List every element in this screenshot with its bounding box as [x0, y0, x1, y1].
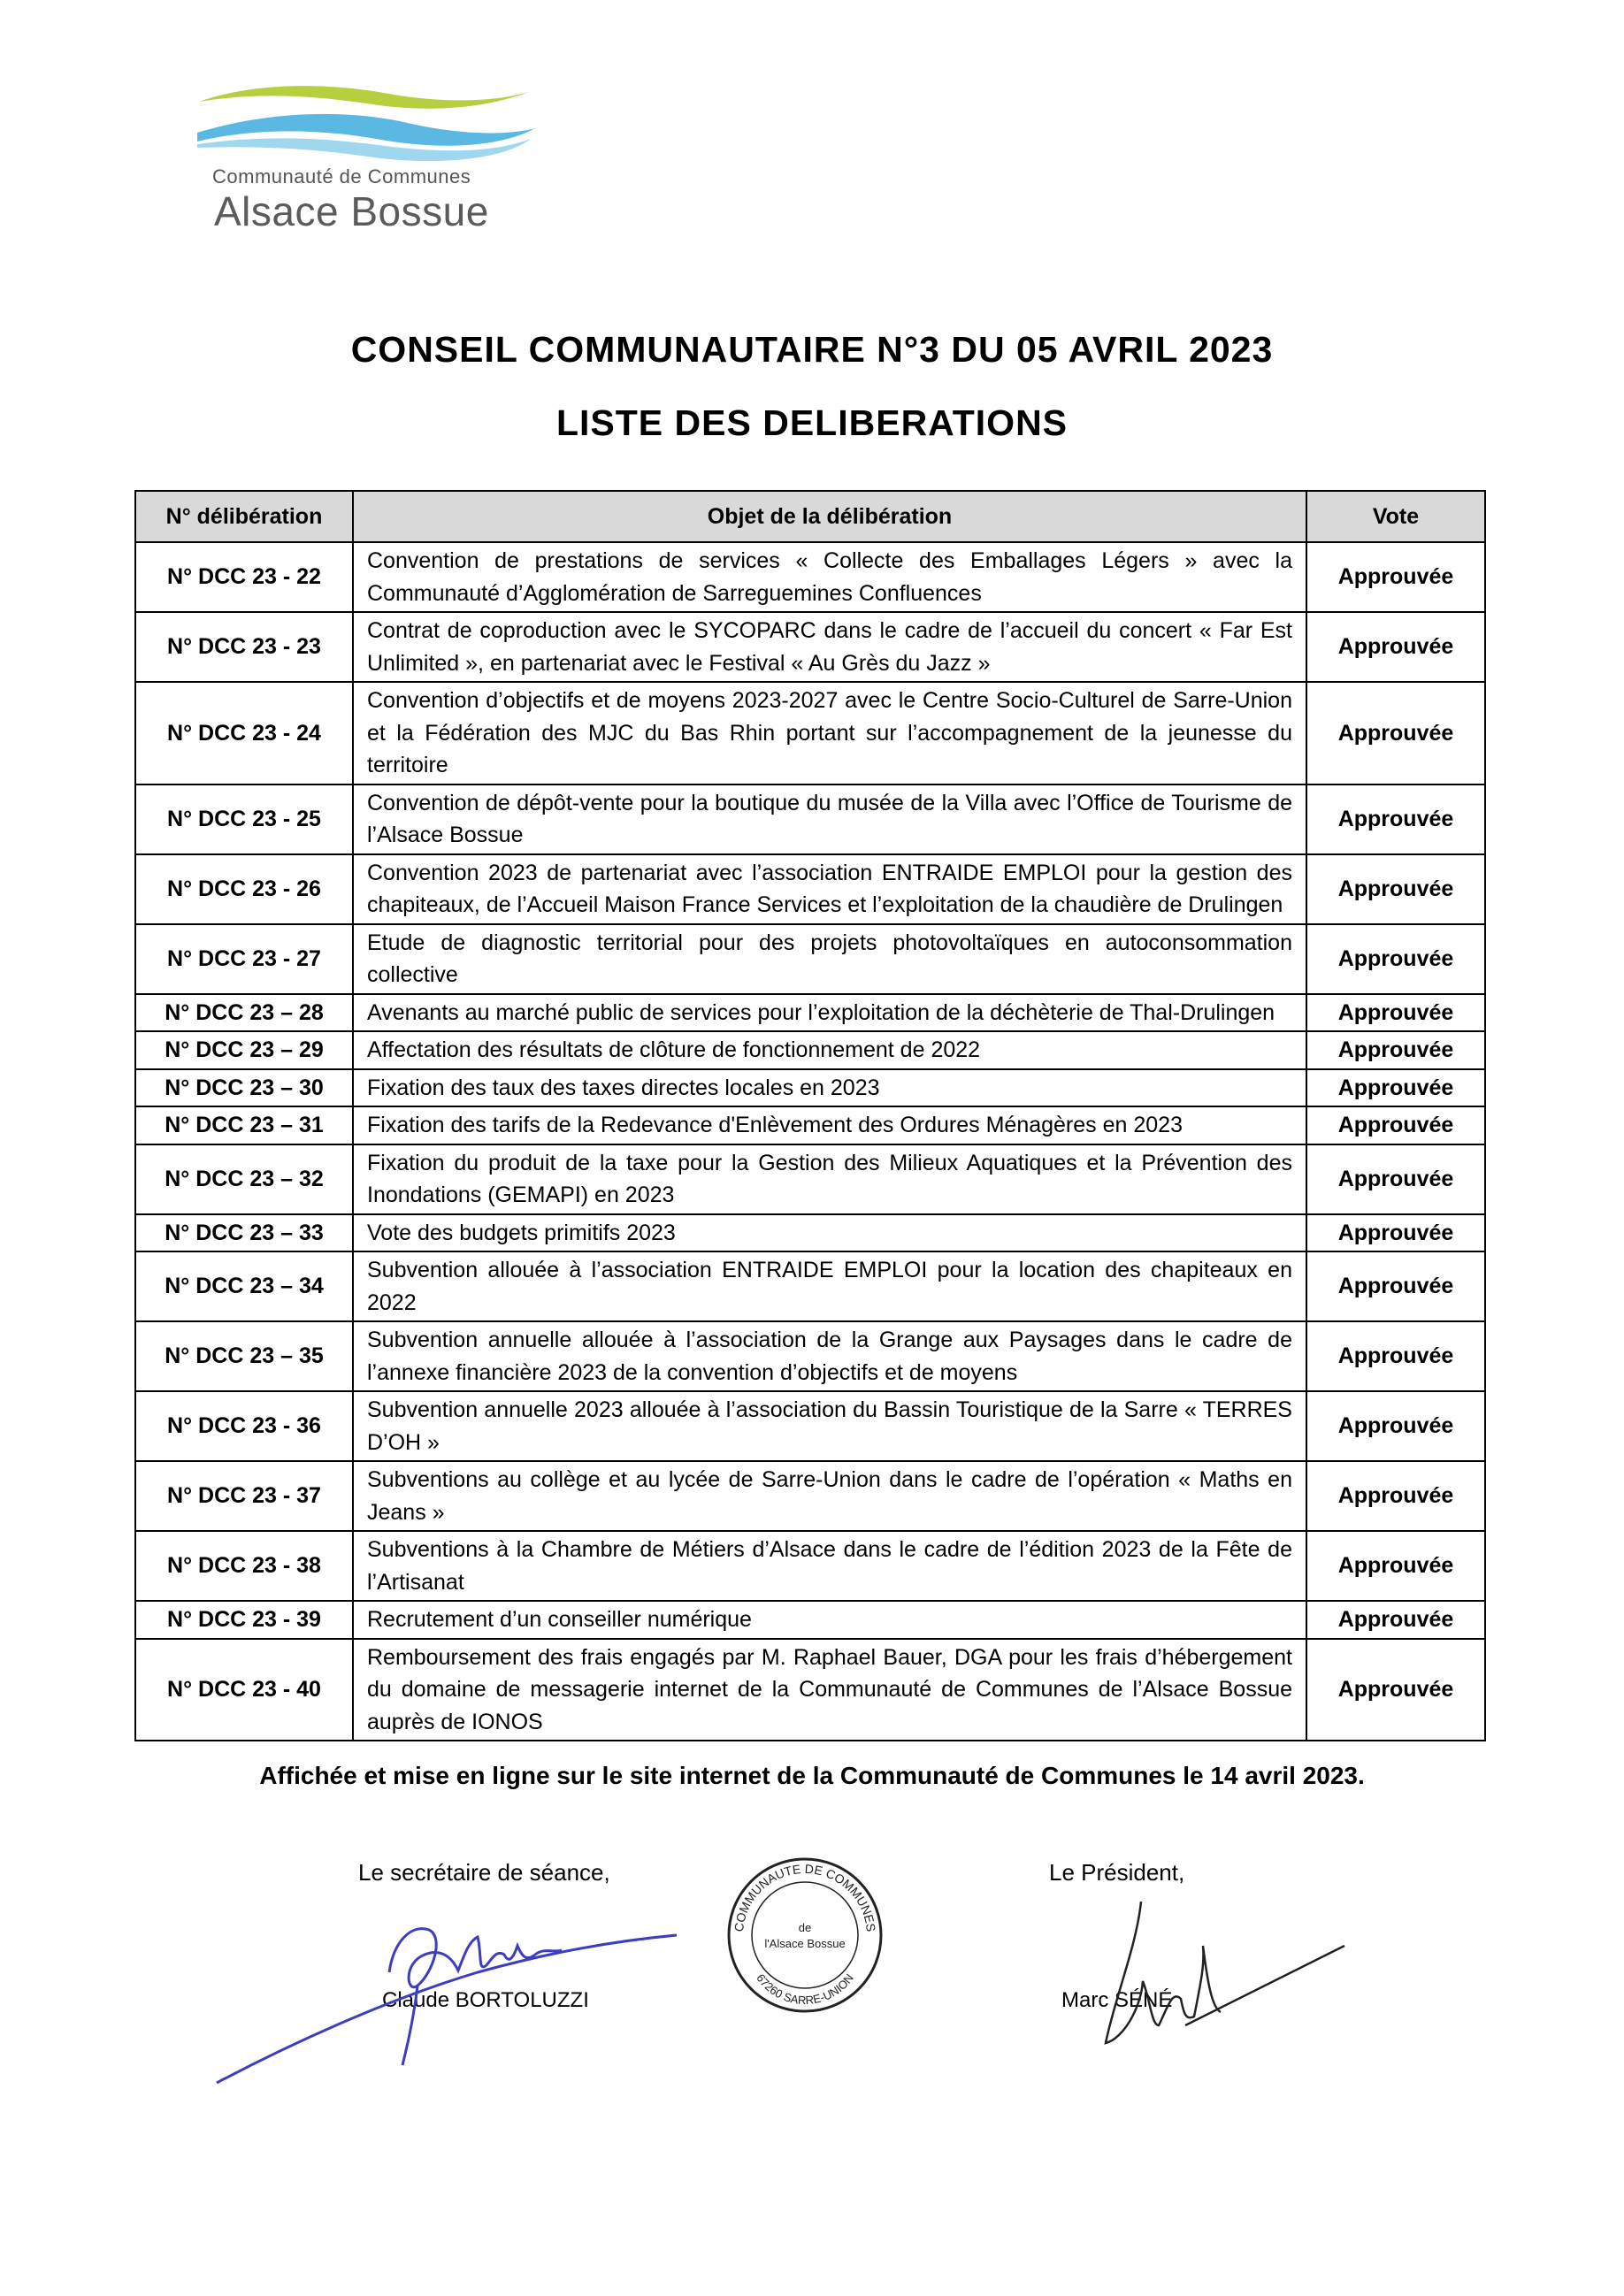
deliberation-number: N° DCC 23 - 37: [135, 1461, 353, 1531]
deliberation-object: Fixation du produit de la taxe pour la Gestion des Milieux Aquatiques et la Prévention des Inondations (GEMAPI) en 2023: [353, 1144, 1306, 1214]
logo-name: Alsace Bossue: [214, 188, 489, 234]
deliberation-object: Avenants au marché public de services pour l’exploitation de la déchèterie de Thal-Drulingen: [353, 994, 1306, 1032]
deliberation-number: N° DCC 23 – 31: [135, 1106, 353, 1144]
deliberation-object: Affectation des résultats de clôture de fonctionnement de 2022: [353, 1031, 1306, 1069]
table-row: [135, 784, 1485, 854]
president-signature-icon: [1088, 1893, 1353, 2070]
deliberation-vote: Approuvée: [1306, 1461, 1485, 1531]
deliberation-number: N° DCC 23 – 28: [135, 994, 353, 1032]
deliberation-object: Fixation des taux des taxes directes locales en 2023: [353, 1069, 1306, 1107]
table-row: [135, 1601, 1485, 1639]
table-row: [135, 612, 1485, 682]
page-title: CONSEIL COMMUNAUTAIRE N°3 DU 05 AVRIL 2023: [350, 329, 1274, 370]
deliberation-number: N° DCC 23 – 33: [135, 1214, 353, 1252]
deliberation-object: Subventions à la Chambre de Métiers d’Alsace dans le cadre de l’édition 2023 de la Fête de l’Artisanat: [353, 1531, 1306, 1601]
president-label: Le Président,: [1049, 1859, 1185, 1886]
president-name: Marc SÉNÉ: [1061, 1988, 1173, 2012]
secretary-signature-icon: [212, 1902, 690, 2096]
deliberation-number: N° DCC 23 - 23: [135, 612, 353, 682]
deliberation-vote: Approuvée: [1306, 1214, 1485, 1252]
deliberation-object: Convention de dépôt-vente pour la boutique du musée de la Villa avec l’Office de Tourisme de l’Alsace Bossue: [353, 784, 1306, 854]
deliberation-number: N° DCC 23 - 40: [135, 1639, 353, 1741]
table-row: [135, 1321, 1485, 1391]
deliberation-object: Convention 2023 de partenariat avec l’association ENTRAIDE EMPLOI pour la gestion des chapiteaux, de l’Accueil Maison France Services et l’exploitation de la chaudière de Drulingen: [353, 854, 1306, 924]
deliberation-vote: Approuvée: [1306, 1321, 1485, 1391]
official-stamp-icon: [724, 1854, 886, 2017]
deliberation-object: Subventions au collège et au lycée de Sarre-Union dans le cadre de l’opération « Maths en Jeans »: [353, 1461, 1306, 1531]
table-row: [135, 1531, 1485, 1601]
deliberation-object: Subvention allouée à l’association ENTRAIDE EMPLOI pour la location des chapiteaux en 2022: [353, 1251, 1306, 1321]
deliberation-vote: Approuvée: [1306, 994, 1485, 1032]
table-row: [135, 924, 1485, 994]
deliberation-number: N° DCC 23 - 36: [135, 1391, 353, 1461]
deliberation-object: Subvention annuelle 2023 allouée à l’association du Bassin Touristique de la Sarre « TERRES D’OH »: [353, 1391, 1306, 1461]
deliberation-object: Contrat de coproduction avec le SYCOPARC dans le cadre de l’accueil du concert « Far Est Unlimited », en partenariat avec le Festival « Au Grès du Jazz »: [353, 612, 1306, 682]
table-row: [135, 542, 1485, 612]
table-row: [135, 854, 1485, 924]
deliberation-object: Etude de diagnostic territorial pour des projets photovoltaïques en autoconsommation collective: [353, 924, 1306, 994]
publication-note: Affichée et mise en ligne sur le site internet de la Communauté de Communes le 14 avril 2023.: [259, 1762, 1365, 1789]
deliberation-object: Remboursement des frais engagés par M. Raphael Bauer, DGA pour les frais d’hébergement du domaine de messagerie internet de la Communauté de Communes de l’Alsace Bossue auprès de IONOS: [353, 1639, 1306, 1741]
table-row: [135, 1461, 1485, 1531]
table-row: [135, 1069, 1485, 1107]
deliberation-vote: Approuvée: [1306, 612, 1485, 682]
deliberation-number: N° DCC 23 - 22: [135, 542, 353, 612]
secretary-name: Claude BORTOLUZZI: [382, 1988, 589, 2012]
deliberation-object: Fixation des tarifs de la Redevance d'Enlèvement des Ordures Ménagères en 2023: [353, 1106, 1306, 1144]
deliberation-object: Vote des budgets primitifs 2023: [353, 1214, 1306, 1252]
deliberation-number: N° DCC 23 - 25: [135, 784, 353, 854]
deliberation-vote: Approuvée: [1306, 854, 1485, 924]
deliberation-number: N° DCC 23 - 38: [135, 1531, 353, 1601]
deliberation-object: Convention de prestations de services « Collecte des Emballages Légers » avec la Communauté d’Agglomération de Sarreguemines Confluences: [353, 542, 1306, 612]
header-numero: N° délibération: [135, 491, 353, 542]
deliberation-vote: Approuvée: [1306, 784, 1485, 854]
stamp-middle-text-1: de: [798, 1921, 812, 1934]
deliberation-number: N° DCC 23 – 30: [135, 1069, 353, 1107]
deliberations-table: [134, 490, 1486, 1741]
deliberation-vote: Approuvée: [1306, 1251, 1485, 1321]
deliberation-number: N° DCC 23 - 27: [135, 924, 353, 994]
table-row: [135, 1391, 1485, 1461]
header-objet: Objet de la délibération: [353, 491, 1306, 542]
deliberation-vote: Approuvée: [1306, 924, 1485, 994]
table-row: [135, 1251, 1485, 1321]
logo-subtitle: Communauté de Communes: [212, 165, 471, 188]
deliberation-vote: Approuvée: [1306, 1601, 1485, 1639]
stamp-top-text: COMMUNAUTE DE COMMUNES: [731, 1861, 878, 1932]
table-header-row: [135, 491, 1485, 542]
deliberation-object: Recrutement d’un conseiller numérique: [353, 1601, 1306, 1639]
header-vote: Vote: [1306, 491, 1485, 542]
deliberation-vote: Approuvée: [1306, 1106, 1485, 1144]
stamp-middle-text-2: l'Alsace Bossue: [764, 1937, 846, 1950]
deliberation-vote: Approuvée: [1306, 1531, 1485, 1601]
table-row: [135, 1106, 1485, 1144]
deliberation-vote: Approuvée: [1306, 1069, 1485, 1107]
table-row: [135, 1639, 1485, 1741]
deliberation-vote: Approuvée: [1306, 1144, 1485, 1214]
deliberation-number: N° DCC 23 – 29: [135, 1031, 353, 1069]
logo-waves-icon: [190, 84, 544, 172]
deliberation-vote: Approuvée: [1306, 1031, 1485, 1069]
secretary-label: Le secrétaire de séance,: [358, 1859, 610, 1886]
deliberation-number: N° DCC 23 – 34: [135, 1251, 353, 1321]
table-row: [135, 682, 1485, 784]
stamp-bottom-text: 67260 SARRE-UNION: [754, 1971, 856, 2008]
deliberation-number: N° DCC 23 - 39: [135, 1601, 353, 1639]
deliberation-number: N° DCC 23 - 24: [135, 682, 353, 784]
table-row: [135, 1144, 1485, 1214]
deliberation-number: N° DCC 23 - 26: [135, 854, 353, 924]
deliberation-vote: Approuvée: [1306, 542, 1485, 612]
deliberation-number: N° DCC 23 – 32: [135, 1144, 353, 1214]
deliberation-object: Subvention annuelle allouée à l’association de la Grange aux Paysages dans le cadre de l’annexe financière 2023 de la convention d’objectifs et de moyens: [353, 1321, 1306, 1391]
table-row: [135, 994, 1485, 1032]
logo: [190, 84, 544, 243]
deliberation-vote: Approuvée: [1306, 682, 1485, 784]
deliberation-number: N° DCC 23 – 35: [135, 1321, 353, 1391]
deliberation-object: Convention d’objectifs et de moyens 2023-2027 avec le Centre Socio-Culturel de Sarre-Union et la Fédération des MJC du Bas Rhin portant sur l’accompagnement de la jeunesse du territoire: [353, 682, 1306, 784]
table-row: [135, 1214, 1485, 1252]
deliberation-vote: Approuvée: [1306, 1391, 1485, 1461]
table-row: [135, 1031, 1485, 1069]
deliberation-vote: Approuvée: [1306, 1639, 1485, 1741]
page-subtitle: LISTE DES DELIBERATIONS: [555, 402, 1069, 443]
